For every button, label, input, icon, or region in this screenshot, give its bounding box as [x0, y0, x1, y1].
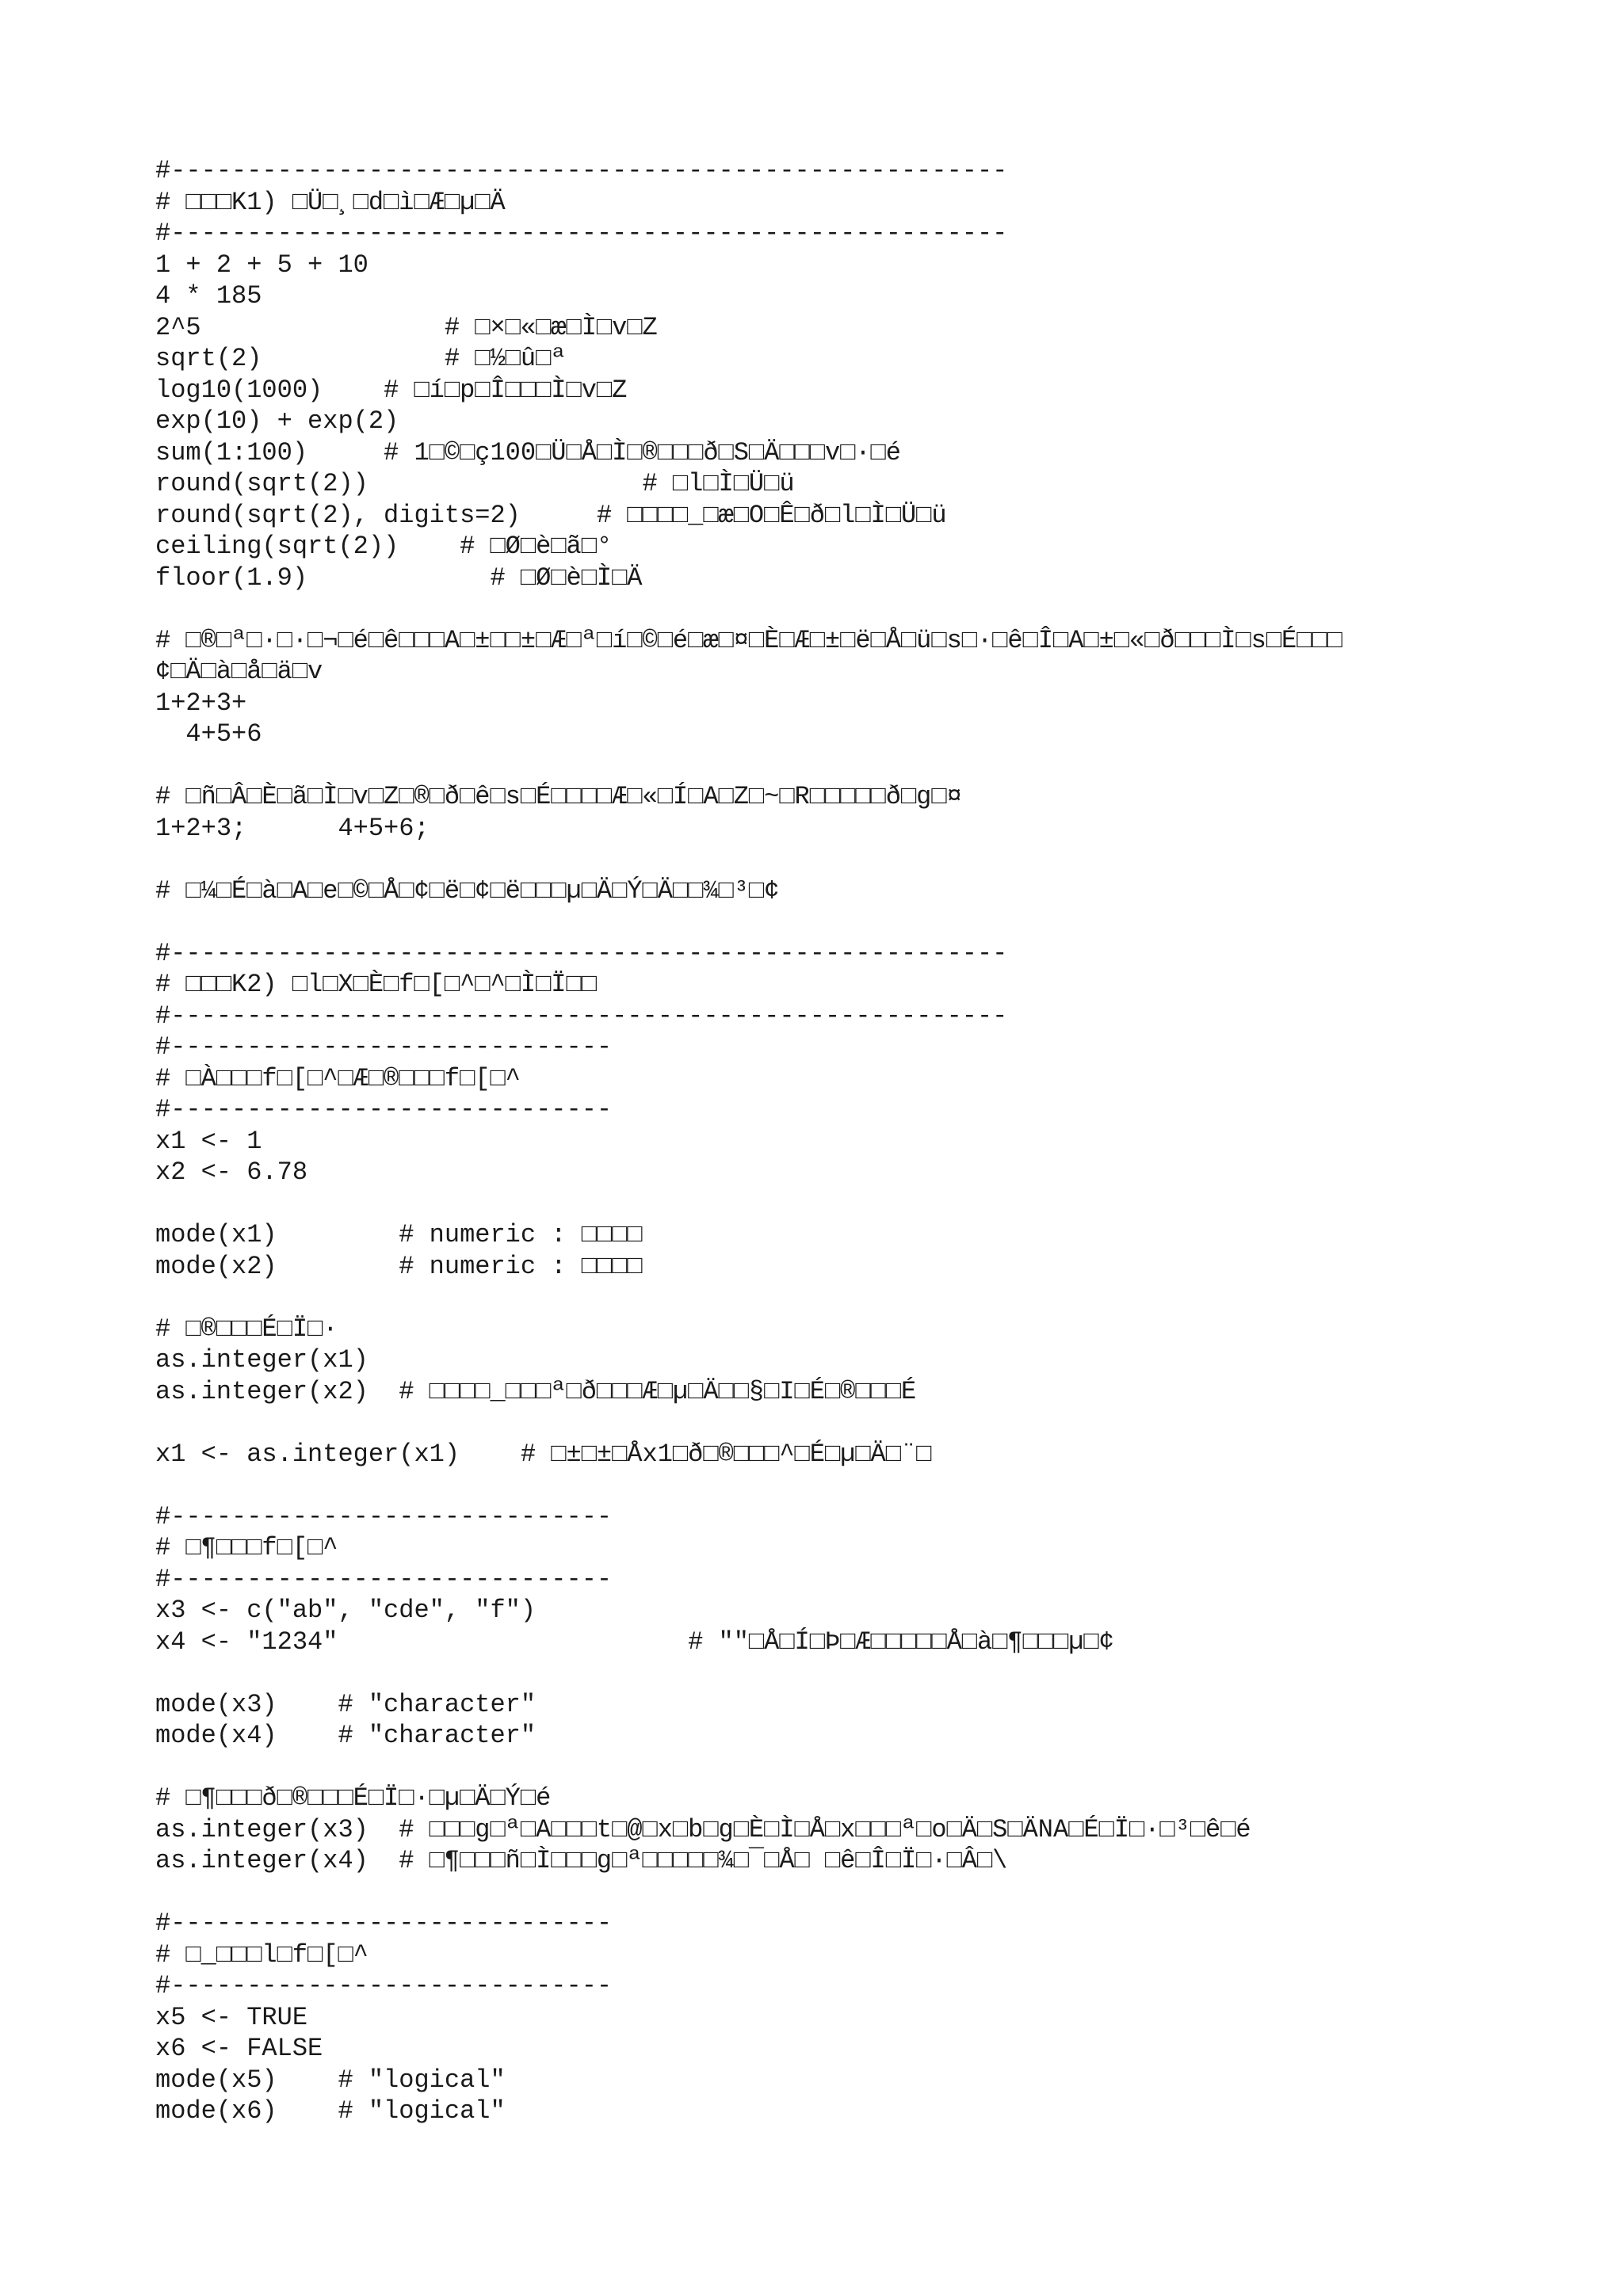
code-line	[155, 1470, 1550, 1501]
code-line	[155, 844, 1550, 875]
code-line: mode(x2) # numeric : □□□□	[155, 1251, 643, 1281]
code-line: 2^5 # □×□«□æ□Ì□v□Z	[155, 312, 658, 342]
code-line: 4+5+6	[155, 719, 262, 749]
code-line: floor(1.9) # □Ø□è□Ì□Ä	[155, 563, 643, 593]
code-line	[155, 593, 1550, 625]
code-line: #-------------------------------------------------------	[155, 938, 1008, 968]
code-line: sqrt(2) # □½□û□ª	[155, 344, 567, 373]
code-line: mode(x1) # numeric : □□□□	[155, 1220, 643, 1249]
code-line: mode(x6) # "logical"	[155, 2096, 506, 2126]
code-line: #-----------------------------	[155, 1032, 613, 1062]
code-line: # □□□K1) □Ü□¸□d□ì□Æ□µ□Ä	[155, 187, 506, 217]
code-line	[155, 750, 1550, 782]
code-line	[155, 1877, 1550, 1909]
code-line	[155, 1752, 1550, 1783]
code-line: #-----------------------------	[155, 1971, 613, 2000]
code-line: 1+2+3+	[155, 688, 247, 718]
code-line: mode(x4) # "character"	[155, 1721, 537, 1750]
code-line: ¢□Ä□à□å□ä□v	[155, 657, 323, 686]
code-line: #-----------------------------	[155, 1095, 613, 1124]
code-line: as.integer(x4) # □¶□□□ñ□Ì□□□g□ª□□□□□¾□¯□Å□ □ê□Î□Ï□·□Â□\	[155, 1846, 1008, 1875]
code-line: x5 <- TRUE	[155, 2002, 308, 2032]
code-line: # □À□□□f□[□^□Æ□®□□□f□[□^	[155, 1063, 521, 1093]
code-line	[155, 906, 1550, 938]
code-line: #-------------------------------------------------------	[155, 1001, 1008, 1031]
code-line: # □®□□□É□Ï□·	[155, 1314, 338, 1344]
code-line: x1 <- as.integer(x1) # □±□±□Åx1□ð□®□□□^□É□µ□Ä□¨□	[155, 1439, 932, 1469]
code-line: # □®□ª□·□·□¬□é□ê□□□A□±□□±□Æ□ª□í□©□é□æ□¤□È□Æ□±□ë□Å□ü□s□·□ê□Î□A□±□«□ð□□□Ì□s□É□□□	[155, 625, 1342, 655]
code-line: exp(10) + exp(2)	[155, 406, 399, 436]
code-line: as.integer(x1)	[155, 1345, 369, 1375]
code-line: ceiling(sqrt(2)) # □Ø□è□ã□°	[155, 532, 613, 561]
code-line: mode(x3) # "character"	[155, 1689, 537, 1719]
code-listing	[155, 155, 1550, 2127]
code-line: as.integer(x2) # □□□□_□□□ª□ð□□□Æ□µ□Ä□□§□I□É□®□□□É	[155, 1376, 917, 1406]
code-line: # □¶□□□ð□®□□□É□Ï□·□µ□Ä□Ý□é	[155, 1783, 552, 1813]
code-line: x3 <- c("ab", "cde", "f")	[155, 1596, 537, 1625]
code-line	[155, 1657, 1550, 1689]
code-line: sum(1:100) # 1□©□ç100□Ü□Å□Ì□®□□□ð□S□Ä□□□v□·□é	[155, 437, 901, 467]
code-line: 4 * 185	[155, 281, 262, 311]
code-line: 1 + 2 + 5 + 10	[155, 250, 369, 280]
code-line: # □ñ□Â□È□ã□Ì□v□Z□®□ð□ê□s□É□□□□Æ□«□Í□A□Z□~□R□□□□□ð□g□¤	[155, 782, 962, 811]
code-line: round(sqrt(2)) # □l□Ì□Ü□ü	[155, 469, 795, 498]
code-line: as.integer(x3) # □□□g□ª□A□□□t□@□x□b□g□È□Ì□Å□x□□□ª□o□Ä□S□ÄNA□É□Ï□·□³□ê□é	[155, 1814, 1251, 1844]
code-line: # □□□K2) □l□X□È□f□[□^□^□Ì□Ï□□	[155, 970, 597, 999]
code-line: 1+2+3; 4+5+6;	[155, 813, 430, 843]
code-line: x2 <- 6.78	[155, 1158, 308, 1187]
code-line: x1 <- 1	[155, 1126, 262, 1156]
code-line: # □¼□É□à□A□e□©□Å□¢□ë□¢□ë□□□µ□Ä□Ý□Ä□□¾□³□¢	[155, 875, 780, 906]
code-line: x4 <- "1234" # ""□Å□Í□Þ□Æ□□□□□Å□à□¶□□□µ□¢	[155, 1627, 1114, 1657]
code-line: x6 <- FALSE	[155, 2034, 323, 2063]
code-line: #-------------------------------------------------------	[155, 156, 1008, 185]
code-line: # □_□□□l□f□[□^	[155, 1939, 369, 1970]
code-line: log10(1000) # □í□p□Î□□□Ì□v□Z	[155, 375, 628, 405]
code-line	[155, 1188, 1550, 1220]
code-line	[155, 1407, 1550, 1439]
code-line: mode(x5) # "logical"	[155, 2065, 506, 2095]
code-line: #-----------------------------	[155, 1501, 613, 1531]
code-line: #-------------------------------------------------------	[155, 219, 1008, 248]
code-line: #-----------------------------	[155, 1564, 613, 1594]
code-line: # □¶□□□f□[□^	[155, 1533, 338, 1562]
code-line: round(sqrt(2), digits=2) # □□□□_□æ□O□Ê□ð□l□Ì□Ü□ü	[155, 500, 947, 530]
code-line: #-----------------------------	[155, 1909, 613, 1938]
code-line	[155, 1282, 1550, 1314]
